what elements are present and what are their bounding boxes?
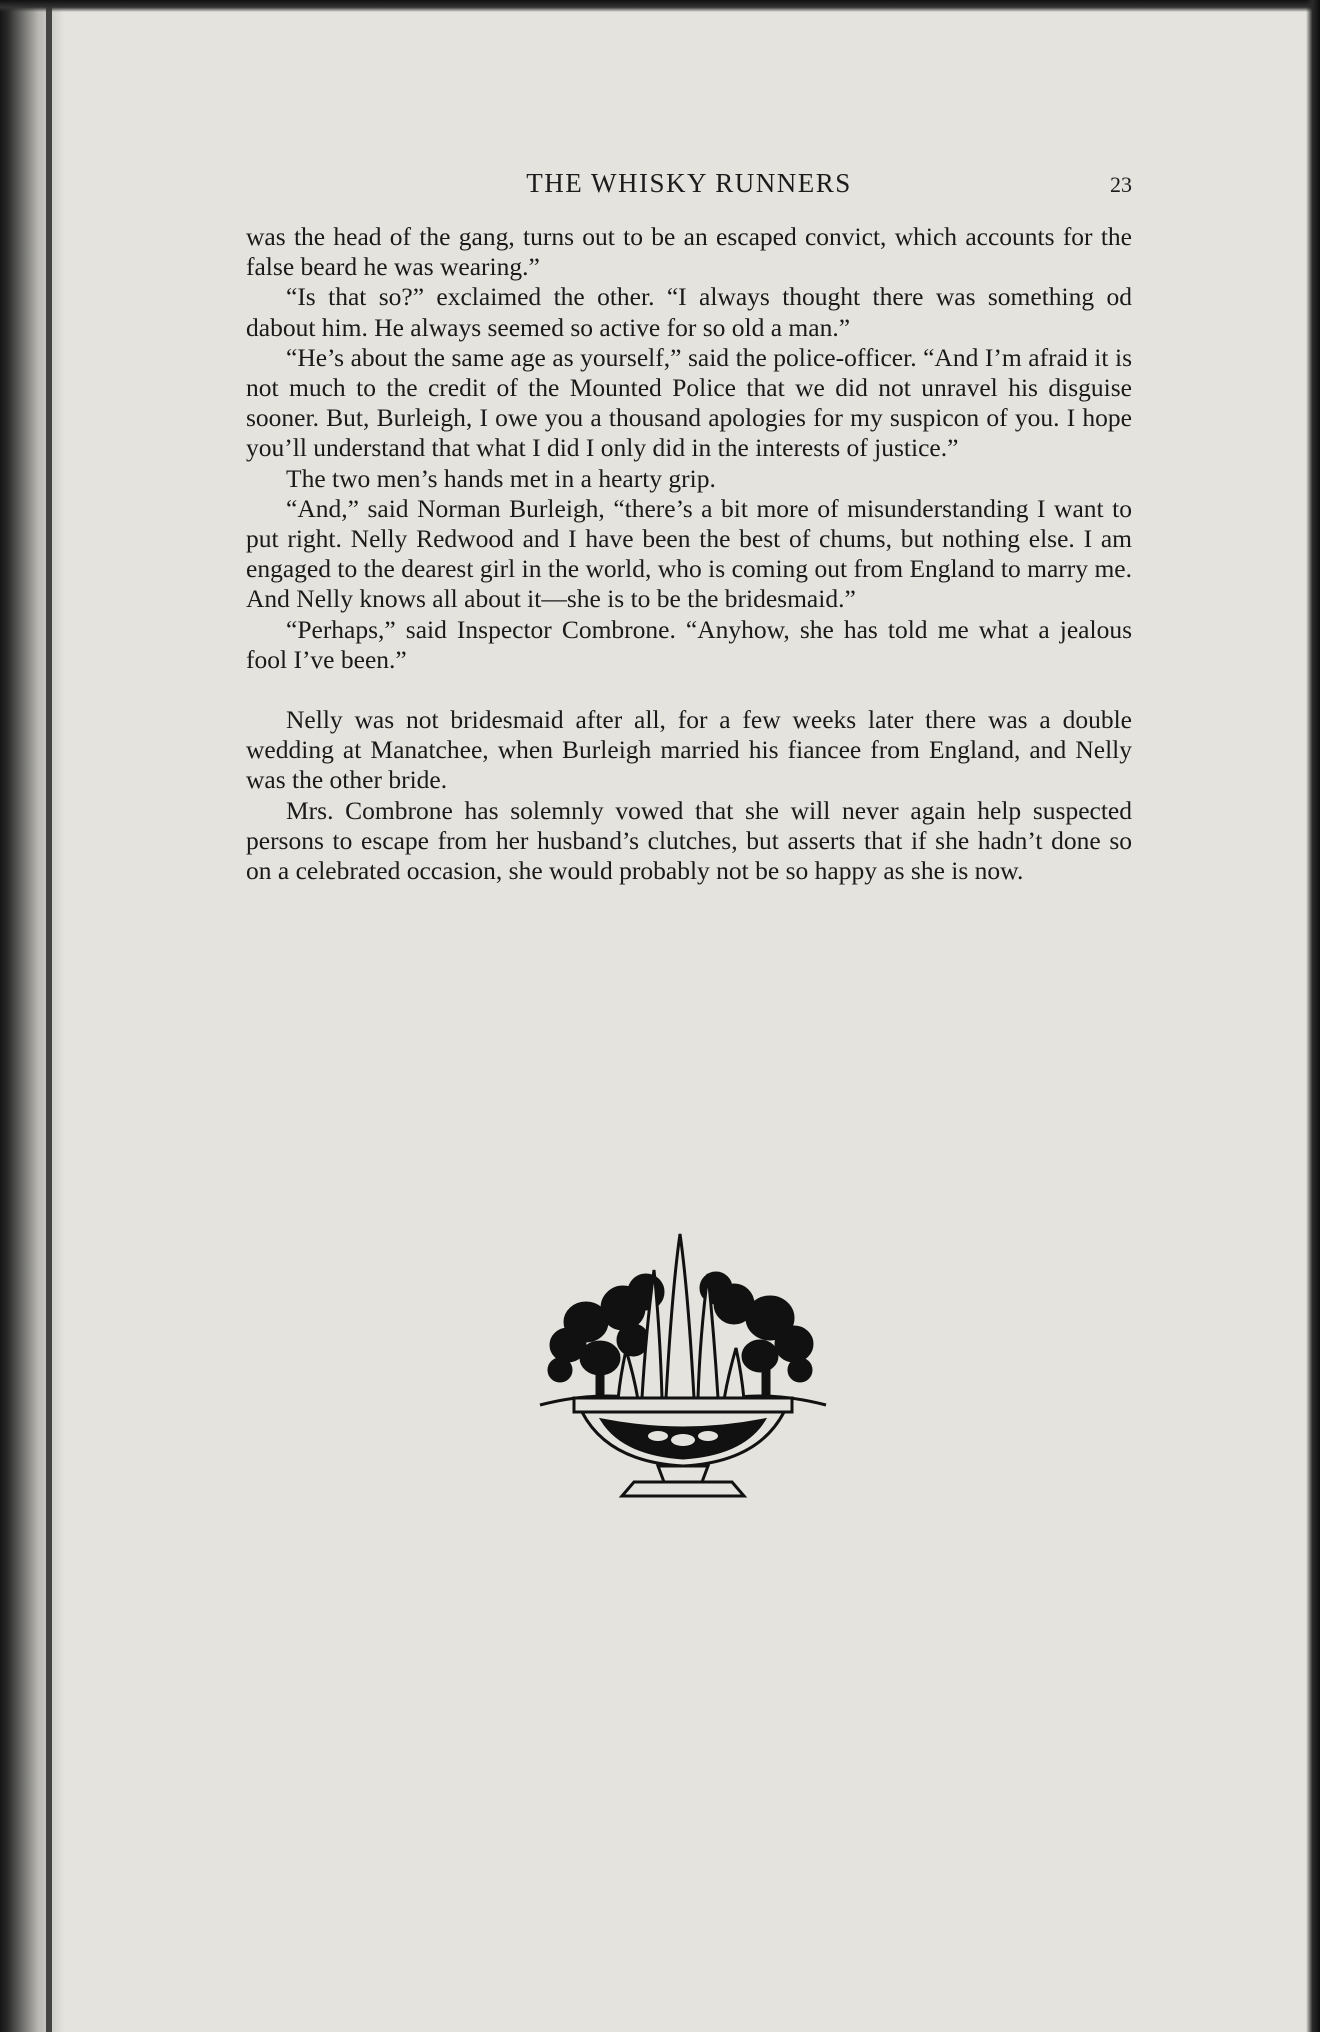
paragraph: “And,” said Norman Burleigh, “there’s a bit more of misunderstanding I want to put right. Nelly Redwood and I have been the best of chums, but nothing else. I am engaged to the dearest girl in the world, who is coming out from England to marry me. And Nelly knows all about it—she is to be the bridesmaid.” bbox=[246, 493, 1132, 614]
paragraph: “He’s about the same age as yourself,” said the police-officer. “And I’m afraid it is not much to the credit of the Mounted Police that we did not unravel his disguise sooner. But, Burleigh, I owe you a thousand apologies for my suspicon of you. I hope you’ll understand that what I did I only did in the interests of justice.” bbox=[246, 342, 1132, 463]
right-scan-edge bbox=[1306, 0, 1320, 2032]
paragraph: Mrs. Combrone has solemnly vowed that she will never again help suspected persons to escape from her husband’s clutches, but asserts that if she hadn’t done so on a celebrated occasion, she would probably not be so happy as she is now. bbox=[246, 795, 1132, 886]
paragraph: The two men’s hands met in a hearty grip. bbox=[286, 463, 716, 493]
body-text bbox=[246, 222, 1132, 886]
paragraph: “Perhaps,” said Inspector Combrone. “Anyhow, she has told me what a jealous fool I’ve been.” bbox=[246, 614, 1132, 674]
paragraph: “Is that so?” exclaimed the other. “I always thought there was something od dabout him. He always seemed so active for so old a man.” bbox=[246, 282, 1132, 342]
book-binding-shadow bbox=[0, 0, 64, 2032]
fountain-urn-vignette-icon bbox=[538, 1230, 828, 1510]
running-head bbox=[246, 168, 1132, 208]
paragraph: Nelly was not bridesmaid after all, for a few weeks later there was a double wedding at Manatchee, when Burleigh married his fiancee from England, and Nelly was the other bride. bbox=[246, 705, 1132, 795]
paragraph-continued: was the head of the gang, turns out to be an escaped convict, which accounts for the false beard he was wearing.” bbox=[246, 222, 1132, 282]
top-scan-edge bbox=[0, 0, 1320, 12]
running-title: THE WHISKY RUNNERS bbox=[526, 168, 852, 198]
binding-edge bbox=[46, 0, 52, 2032]
page-number: 23 bbox=[1110, 172, 1132, 197]
